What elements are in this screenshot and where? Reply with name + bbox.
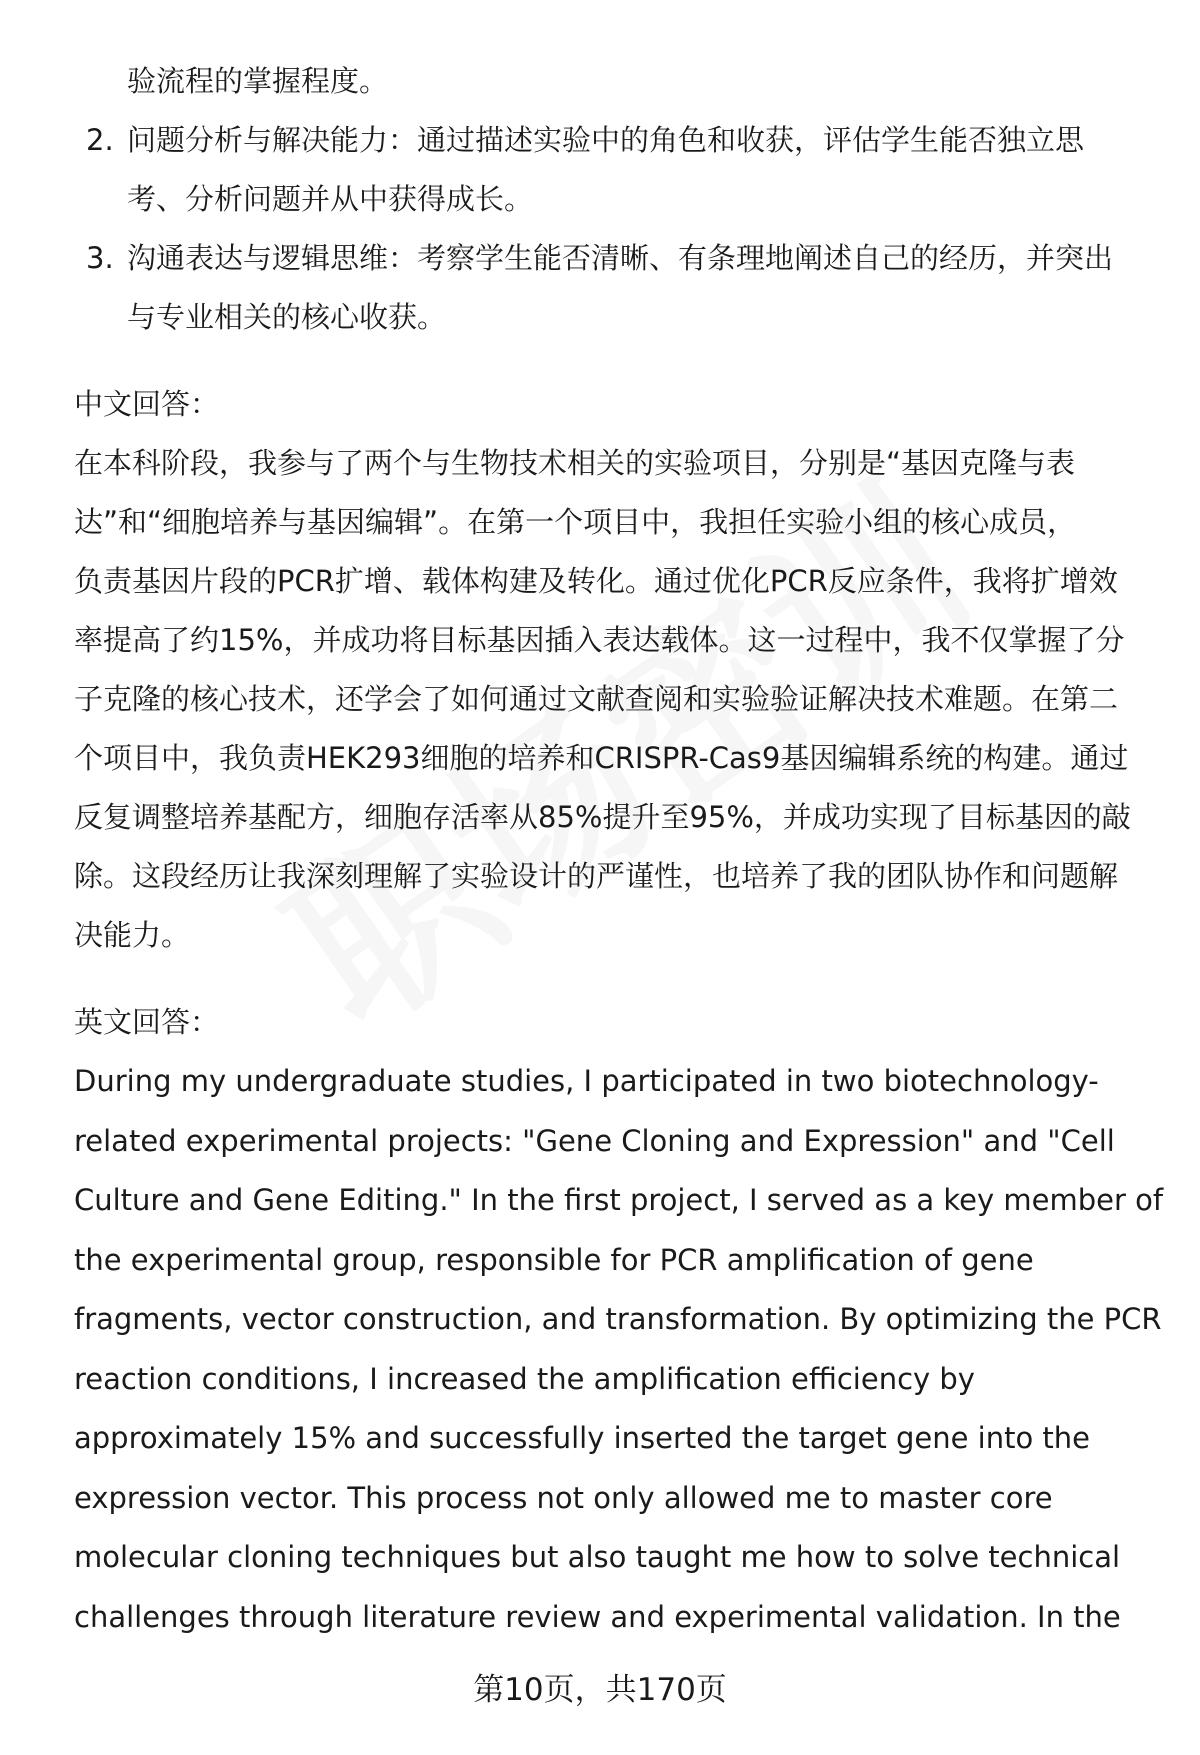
paragraph-line: fragments, vector construction, and transformation. By optimizing the PCR [74, 1302, 1162, 1336]
english-answer-section [74, 993, 1164, 1647]
list-item-number: 2. [86, 123, 114, 157]
paragraph-line: 反复调整培养基配方，细胞存活率从85%提升至95%，并成功实现了目标基因的敲 [74, 800, 1131, 834]
paragraph-line: challenges through literature review and experimental validation. In the [74, 1599, 1121, 1634]
english-answer-paragraph [74, 1052, 1164, 1647]
list-item-text-line: 与专业相关的核心收获。 [127, 300, 447, 334]
paragraph-line: related experimental projects: "Gene Cloning and Expression" and "Cell [74, 1123, 1115, 1158]
chinese-answer-paragraph [74, 434, 1154, 965]
page-content [74, 52, 1164, 1647]
chinese-answer-section [74, 375, 1154, 965]
paragraph-line: 子克隆的核心技术，还学会了如何通过文献查阅和实验验证解决技术难题。在第二 [74, 682, 1119, 716]
paragraph-line: molecular cloning techniques but also taught me how to solve technical [74, 1540, 1121, 1574]
paragraph-line: 负责基因片段的PCR扩增、载体构建及转化。通过优化PCR反应条件，我将扩增效 [74, 564, 1118, 598]
english-answer-heading: 英文回答： [74, 1005, 220, 1039]
paragraph-line: During my undergraduate studies, I participated in two biotechnology- [74, 1064, 1099, 1098]
paragraph-line: 在本科阶段，我参与了两个与生物技术相关的实验项目，分别是“基因克隆与表 [74, 446, 1076, 480]
list-item-text-line: 考、分析问题并从中获得成长。 [127, 182, 534, 216]
paragraph-line: 决能力。 [74, 918, 191, 952]
paragraph-line: 除。这段经历让我深刻理解了实验设计的严谨性，也培养了我的团队协作和问题解 [74, 859, 1119, 893]
paragraph-line: 率提高了约15%，并成功将目标基因插入表达载体。这一过程中，我不仅掌握了分 [74, 623, 1125, 657]
paragraph-line: expression vector. This process not only allowed me to master core [74, 1480, 1053, 1515]
paragraph-line: the experimental group, responsible for PCR amplification of gene [74, 1242, 1034, 1277]
paragraph-line: Culture and Gene Editing." In the first project, I served as a key member of [74, 1183, 1164, 1217]
page-number-footer: 第10页，共170页 [473, 1672, 727, 1708]
list-continuation-line: 验流程的掌握程度。 [127, 64, 389, 98]
chinese-answer-heading: 中文回答： [74, 387, 220, 421]
list-item [74, 229, 1154, 347]
paragraph-line: 达”和“细胞培养与基因编辑”。在第一个项目中，我担任实验小组的核心成员， [74, 505, 1077, 539]
paragraph-line: reaction conditions, I increased the amplification efficiency by [74, 1361, 975, 1396]
paragraph-line: approximately 15% and successfully inserted the target gene into the [74, 1421, 1090, 1455]
list-item [74, 111, 1154, 229]
paragraph-line: 个项目中，我负责HEK293细胞的培养和CRISPR-Cas9基因编辑系统的构建。通过 [74, 741, 1129, 775]
list-item-number: 3. [86, 241, 114, 275]
list-item-text-line: 沟通表达与逻辑思维：考察学生能否清晰、有条理地阐述自己的经历，并突出 [127, 241, 1114, 275]
intro-list [74, 52, 1154, 347]
list-item-text-line: 问题分析与解决能力：通过描述实验中的角色和收获，评估学生能否独立思 [127, 123, 1085, 157]
